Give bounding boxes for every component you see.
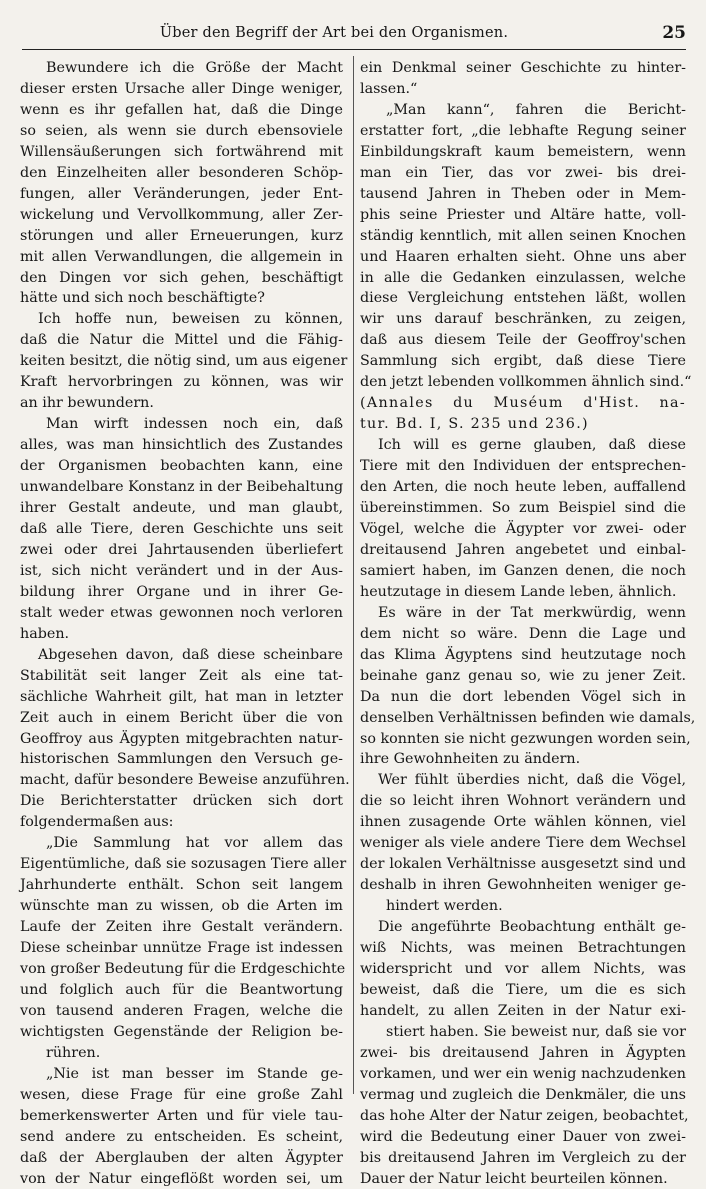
text-line: keiten besitzt, die nötig sind, um aus eigener: [20, 353, 348, 370]
text-line: Tiere mit den Individuen der entsprechen-: [360, 458, 686, 475]
text-line: Laufe der Zeiten ihre Gestalt verändern.: [20, 919, 343, 936]
text-line: Ich hoffe nun, beweisen zu können,: [38, 311, 343, 328]
text-line: heutzutage in diesem Lande leben, ähnlich.: [360, 583, 677, 600]
text-line: „Man kann“, fahren die Bericht-: [386, 101, 686, 118]
text-line: ihre Gewohnheiten zu ändern.: [360, 751, 581, 768]
text-line: tur. Bd. I, S. 235 und 236.): [360, 416, 589, 433]
text-line: der lokalen Verhältnisse ausgesetzt sind und: [360, 856, 686, 873]
text-line: in alle die Gedanken einzulassen, welche: [360, 269, 686, 286]
right-column: [360, 58, 696, 1187]
text-line: von tausend anderen Fragen, welche die: [20, 1002, 343, 1019]
text-line: Die Berichterstatter drücken sich dort: [20, 793, 343, 810]
text-line: Wer fühlt überdies nicht, daß die Vögel,: [378, 772, 686, 789]
text-line: ist, sich nicht verändert und in der Aus-: [20, 562, 343, 579]
text-line: dreitausend Jahren angebetet und einbal-: [360, 541, 686, 558]
text-line: wickelung und Vervollkommung, aller Zer-: [20, 206, 343, 223]
text-line: mit allen Verwandlungen, die allgemein in: [20, 248, 343, 265]
text-line: Dauer der Natur leicht beurteilen können.: [360, 1170, 668, 1187]
text-line: historischen Sammlungen den Versuch ge-: [20, 751, 343, 768]
text-line: ein Denkmal seiner Geschichte zu hinter-: [360, 60, 686, 76]
text-line: deshalb in ihren Gewohnheiten weniger ge-: [360, 877, 686, 894]
text-line: wird die Bedeutung einer Dauer von zwei-: [360, 1128, 686, 1145]
text-line: tausend Jahren in Theben oder in Mem-: [360, 185, 686, 202]
text-line: wesen, diese Frage für eine große Zahl: [20, 1086, 343, 1103]
text-line: handelt, zu allen Zeiten in der Natur exi-: [360, 1002, 686, 1019]
text-line: ihnen zusagende Orte wählen können, viel: [360, 814, 686, 831]
text-line: und folglich auch für die Beantwortung: [20, 981, 343, 998]
text-line: erstatter fort, „die lebhafte Regung seiner: [360, 122, 686, 139]
text-line: send andere zu entscheiden. Es scheint,: [20, 1128, 343, 1145]
text-line: „Die Sammlung hat vor allem das: [46, 835, 343, 852]
text-line: denselben Verhältnissen befinden wie damals,: [360, 709, 696, 726]
text-line: das Klima Ägyptens sind heutzutage noch: [360, 646, 686, 663]
text-line: zwei- bis dreitausend Jahren in Ägypten: [360, 1044, 686, 1061]
text-line: Es wäre in der Tat merkwürdig, wenn: [378, 604, 686, 621]
text-line: Bewundere ich die Größe der Macht: [46, 60, 343, 76]
running-title: Über den Begriff der Art bei den Organismen.: [159, 25, 509, 41]
text-line: stiert haben. Sie beweist nur, daß sie vor: [386, 1023, 686, 1040]
text-line: beinahe ganz genau so, wie zu jener Zeit.: [360, 667, 686, 684]
text-line: samiert haben, im Ganzen denen, die noch: [360, 562, 686, 579]
text-line: vorkamen, und wer ein wenig nachzudenken: [360, 1065, 686, 1082]
text-line: Stabilität seit langer Zeit als eine tat-: [20, 667, 343, 684]
text-line: bemerkenswerter Arten und für viele tau-: [20, 1107, 343, 1124]
text-line: ständig kenntlich, mit allen seinen Knochen: [360, 227, 686, 244]
text-line: den Dingen vor sich gehen, beschäftigt: [20, 269, 343, 286]
text-line: stalt weder etwas gewonnen noch verloren: [20, 604, 343, 621]
text-line: an ihr bewundern.: [20, 395, 154, 412]
text-line: Man wirft indessen noch ein, daß: [46, 416, 343, 433]
text-line: daß der Aberglauben der alten Ägypter: [20, 1149, 343, 1166]
text-line: wünschte man zu wissen, ob die Arten im: [20, 898, 343, 915]
text-line: sächliche Wahrheit gilt, hat man in letzter: [20, 688, 343, 705]
text-line: rühren.: [46, 1044, 101, 1061]
text-line: „Nie ist man besser im Stande ge-: [46, 1065, 343, 1082]
text-line: Sammlung sich ergibt, daß diese Tiere: [360, 353, 686, 370]
text-line: Vögel, welche die Ägypter vor zwei- oder: [360, 520, 686, 537]
text-line: haben.: [20, 625, 70, 642]
text-line: man ein Tier, das vor zwei- bis drei-: [360, 164, 686, 181]
text-line: folgendermaßen aus:: [20, 814, 174, 831]
text-line: von großer Bedeutung für die Erdgeschichte: [20, 960, 346, 977]
text-line: wiß Nichts, was meinen Betrachtungen: [360, 940, 686, 957]
text-line: dieser ersten Ursache aller Dinge weniger,: [20, 80, 343, 97]
text-line: daß alle Tiere, deren Geschichte uns seit: [20, 520, 343, 537]
text-line: so seien, als wenn sie durch ebensoviele: [20, 122, 343, 139]
text-line: den Arten, die noch heute leben, auffallend: [360, 479, 686, 496]
text-line: Abgesehen davon, daß diese scheinbare: [38, 646, 343, 663]
text-line: daß aus diesem Teile der Geoffroy'schen: [360, 332, 686, 349]
page-header: [22, 22, 686, 48]
text-line: übereinstimmen. So zum Beispiel sind die: [360, 500, 686, 517]
text-line: dem nicht so wäre. Denn die Lage und: [360, 625, 686, 642]
header-rule: [22, 49, 686, 50]
text-line: (Annales du Muséum d'Hist. na-: [360, 395, 686, 412]
text-line: und Haaren erhalten sieht. Ohne uns aber: [360, 248, 686, 265]
left-column: [20, 58, 350, 1187]
text-line: Diese scheinbar unnütze Frage ist indessen: [20, 940, 343, 957]
page-number: 25: [662, 23, 686, 43]
text-line: Willensäußerungen sich fortwährend mit: [20, 143, 343, 160]
text-line: wenn es ihr gefallen hat, daß die Dinge: [20, 101, 343, 118]
text-line: hindert werden.: [386, 898, 503, 915]
text-line: widerspricht und vor allem Nichts, was: [360, 960, 686, 977]
text-line: Geoffroy aus Ägypten mitgebrachten natur-: [20, 730, 343, 747]
text-line: der Organismen beobachten kann, eine: [20, 458, 343, 475]
text-line: fungen, aller Veränderungen, jeder Ent-: [20, 185, 343, 202]
text-line: von der Natur eingeflößt worden sei, um: [20, 1170, 343, 1187]
text-line: Kraft hervorbringen zu können, was wir: [20, 374, 343, 391]
text-line: diese Vergleichung entstehen läßt, wollen: [360, 290, 686, 307]
text-line: den jetzt lebenden vollkommen ähnlich sind.“: [360, 374, 692, 391]
text-line: Einbildungskraft kaum bemeistern, wenn: [360, 143, 686, 160]
text-line: Jahrhunderte enthält. Schon seit langem: [20, 877, 343, 894]
text-line: die so leicht ihren Wohnort verändern und: [360, 793, 686, 810]
text-line: hätte und sich noch beschäftigte?: [20, 290, 265, 307]
text-line: unwandelbare Konstanz in der Beibehaltung: [20, 479, 344, 496]
text-line: zwei oder drei Jahrtausenden überliefert: [20, 541, 343, 558]
text-line: den Einzelheiten aller besonderen Schöp-: [20, 164, 343, 181]
text-line: störungen und aller Erneuerungen, kurz: [20, 227, 343, 244]
text-line: bis dreitausend Jahren im Vergleich zu der: [360, 1149, 686, 1166]
text-line: phis seine Priester und Altäre hatte, voll-: [360, 206, 686, 223]
text-line: vermag und zugleich die Denkmäler, die uns: [360, 1086, 686, 1103]
text-line: Eigentümliche, daß sie sozusagen Tiere aller: [20, 856, 347, 873]
text-line: wir uns darauf beschränken, zu zeigen,: [360, 311, 686, 328]
text-line: das hohe Alter der Natur zeigen, beobachtet,: [360, 1107, 689, 1124]
text-line: Zeit auch in einem Bericht über die von: [20, 709, 343, 726]
text-line: alles, was man hinsichtlich des Zustandes: [20, 437, 343, 454]
text-line: daß die Natur die Mittel und die Fähig-: [20, 332, 343, 349]
column-divider: [353, 56, 354, 1094]
text-line: wichtigsten Gegenstände der Religion be-: [20, 1023, 343, 1040]
text-line: weniger als viele andere Tiere dem Wechsel: [360, 835, 686, 852]
text-line: so konnten sie nicht gezwungen worden sein,: [360, 730, 691, 747]
text-line: bildung ihrer Organe und in ihrer Ge-: [20, 583, 343, 600]
text-line: macht, dafür besondere Beweise anzuführen.: [20, 772, 350, 789]
text-line: Die angeführte Beobachtung enthält ge-: [378, 919, 686, 936]
text-line: Ich will es gerne glauben, daß diese: [378, 437, 686, 454]
text-line: lassen.“: [360, 80, 418, 97]
text-line: beweist, daß die Tiere, um die es sich: [360, 981, 686, 998]
text-line: Da nun die dort lebenden Vögel sich in: [360, 688, 686, 705]
text-line: ihrer Gestalt andeute, und man glaubt,: [20, 500, 343, 517]
